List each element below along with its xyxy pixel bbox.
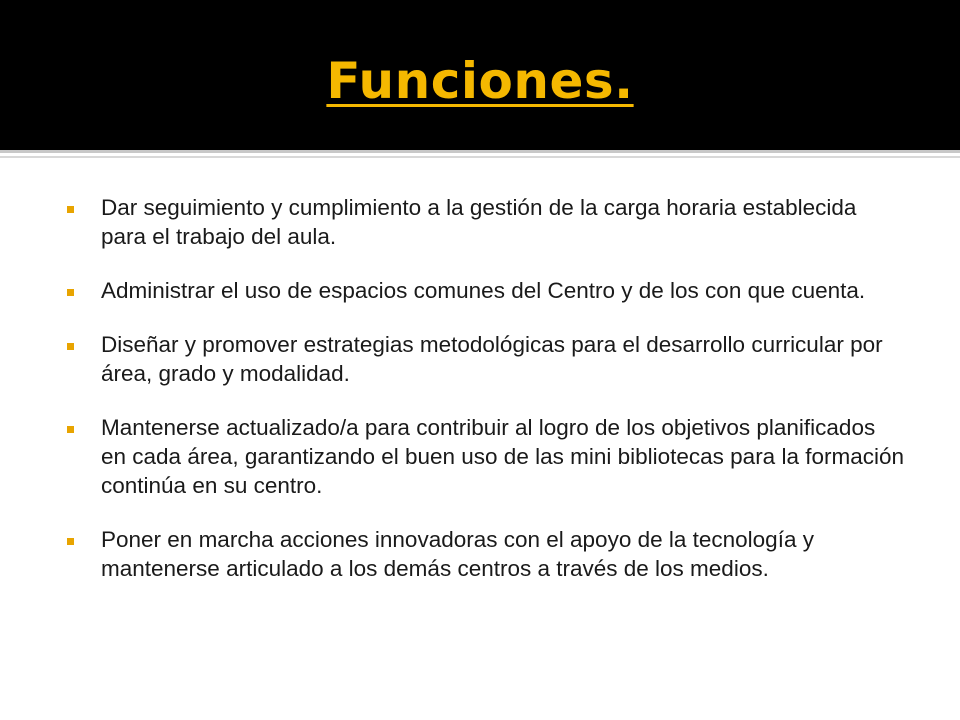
square-bullet-icon [67, 206, 74, 213]
square-bullet-icon [67, 538, 74, 545]
square-bullet-icon [67, 343, 74, 350]
bullet-item [64, 330, 904, 388]
bullet-item [64, 193, 904, 251]
divider-line [0, 150, 960, 153]
divider-line-secondary [0, 156, 960, 158]
slide-title: Funciones. [326, 52, 634, 110]
bullet-item [64, 413, 904, 500]
bullet-text: Administrar el uso de espacios comunes del Centro y de los con que cuenta. [101, 278, 866, 303]
bullet-item [64, 276, 904, 305]
title-band [0, 0, 960, 150]
bullet-list [64, 193, 904, 608]
bullet-text: Diseñar y promover estrategias metodológicas para el desarrollo curricular por área, grado y modalidad. [101, 332, 883, 386]
square-bullet-icon [67, 289, 74, 296]
bullet-text: Mantenerse actualizado/a para contribuir al logro de los objetivos planificados en cada área, garantizando el buen uso de las mini bibliotecas para la formación continúa en su centro. [101, 415, 905, 498]
bullet-item [64, 525, 904, 583]
bullet-text: Dar seguimiento y cumplimiento a la gestión de la carga horaria establecida para el trabajo del aula. [101, 195, 857, 249]
bullet-text: Poner en marcha acciones innovadoras con el apoyo de la tecnología y mantenerse articulado a los demás centros a través de los medios. [101, 527, 814, 581]
square-bullet-icon [67, 426, 74, 433]
